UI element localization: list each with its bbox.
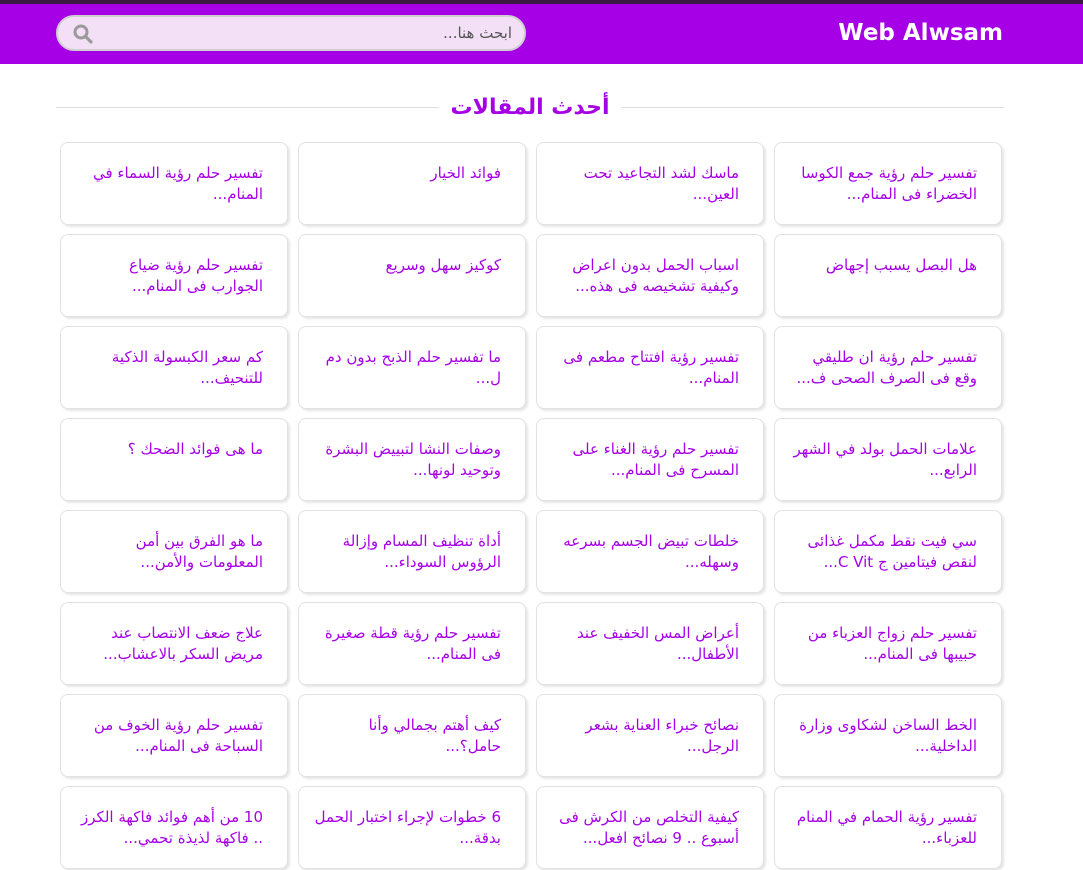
article-card[interactable] (774, 602, 1002, 685)
article-card[interactable] (774, 694, 1002, 777)
article-title-link[interactable]: سي فيت نقط مكمل غذائى لنقص فيتامين ج C Vit... (807, 532, 977, 571)
article-title-link[interactable]: ما تفسير حلم الذبح بدون دم ل... (325, 348, 501, 387)
article-title-link[interactable]: نصائح خبراء العناية بشعر الرجل... (585, 716, 739, 755)
article-title-link[interactable]: هل البصل يسبب إجهاض (825, 256, 977, 274)
article-title-link[interactable]: تفسير حلم رؤية ان طليقي وقع فى الصرف الصحى ف... (796, 348, 977, 387)
article-title-link[interactable]: تفسير حلم رؤية جمع الكوسا الخضراء فى المنام... (801, 164, 977, 203)
article-title-link[interactable]: أعراض المس الخفيف عند الأطفال... (577, 624, 739, 663)
article-card[interactable] (536, 602, 764, 685)
site-logo-text[interactable]: Web Alwsam (838, 20, 1003, 46)
article-card[interactable] (60, 602, 288, 685)
article-card[interactable] (298, 234, 526, 317)
heading-divider-left (56, 107, 444, 108)
article-title-link[interactable]: كيفية التخلص من الكرش فى أسبوع .. 9 نصائح افعل... (559, 808, 739, 847)
article-card[interactable] (60, 694, 288, 777)
article-title-link[interactable]: تفسير حلم رؤية السماء في المنام... (92, 164, 263, 203)
article-card[interactable] (60, 510, 288, 593)
article-card[interactable] (60, 786, 288, 869)
articles-grid (60, 142, 1002, 869)
article-title-link[interactable]: 6 خطوات لإجراء اختبار الحمل بدقة... (314, 808, 501, 847)
article-card[interactable] (536, 142, 764, 225)
article-title-link[interactable]: خلطات تبيض الجسم بسرعه وسهله... (563, 532, 739, 571)
search-bar (56, 15, 526, 51)
article-card[interactable] (774, 786, 1002, 869)
article-title-link[interactable]: 10 من أهم فوائد فاكهة الكرز .. فاكهة لذيذة تحمي... (81, 808, 263, 847)
article-card[interactable] (298, 418, 526, 501)
search-icon[interactable] (72, 23, 94, 45)
article-title-link[interactable]: الخط الساخن لشكاوى وزارة الداخلية... (799, 716, 977, 755)
article-card[interactable] (774, 326, 1002, 409)
article-title-link[interactable]: كيف أهتم بجمالي وأنا حامل؟... (368, 716, 501, 755)
article-title-link[interactable]: ما هى فوائد الضحك ؟ (127, 440, 263, 458)
article-card[interactable] (298, 326, 526, 409)
article-card[interactable] (774, 418, 1002, 501)
article-title-link[interactable]: وصفات النشا لتبييض البشرة وتوحيد لونها... (325, 440, 501, 479)
article-title-link[interactable]: ماسك لشد التجاعيد تحت العين... (583, 164, 739, 203)
article-title-link[interactable]: كم سعر الكبسولة الذكية للتنحيف... (111, 348, 263, 387)
article-title-link[interactable]: اسباب الحمل بدون اعراض وكيفية تشخيصه فى هذه... (572, 256, 739, 295)
article-card[interactable] (774, 142, 1002, 225)
article-card[interactable] (774, 234, 1002, 317)
article-card[interactable] (536, 234, 764, 317)
article-title-link[interactable]: تفسير حلم رؤية ضياع الجوارب فى المنام... (129, 256, 263, 295)
section-title: أحدث المقالات (438, 92, 621, 124)
article-card[interactable] (298, 694, 526, 777)
article-title-link[interactable]: أداة تنظيف المسام وإزالة الرؤوس السوداء... (342, 532, 501, 571)
article-card[interactable] (298, 142, 526, 225)
article-card[interactable] (60, 326, 288, 409)
article-card[interactable] (536, 418, 764, 501)
article-title-link[interactable]: فوائد الخيار (430, 164, 501, 182)
article-title-link[interactable]: كوكيز سهل وسريع (385, 256, 501, 274)
article-card[interactable] (536, 786, 764, 869)
article-card[interactable] (60, 418, 288, 501)
latest-articles-heading (56, 92, 1004, 124)
article-title-link[interactable]: ما هو الفرق بين أمن المعلومات والأمن... (135, 532, 263, 571)
article-title-link[interactable]: تفسير رؤية الحمام في المنام للعزباء... (796, 808, 977, 847)
article-title-link[interactable]: تفسير حلم رؤية قطة صغيرة فى المنام... (324, 624, 501, 663)
article-card[interactable] (60, 142, 288, 225)
search-input[interactable] (108, 17, 512, 49)
article-title-link[interactable]: تفسير رؤية افتتاح مطعم فى المنام... (563, 348, 739, 387)
article-card[interactable] (298, 510, 526, 593)
heading-divider-right (606, 107, 1004, 108)
article-card[interactable] (298, 786, 526, 869)
article-card[interactable] (60, 234, 288, 317)
article-title-link[interactable]: تفسير حلم رؤية الغناء على المسرح فى المنام... (572, 440, 739, 479)
article-title-link[interactable]: علاج ضعف الانتصاب عند مريض السكر بالاعشاب... (103, 624, 263, 663)
article-title-link[interactable]: علامات الحمل بولد في الشهر الرابع... (793, 440, 977, 479)
article-card[interactable] (536, 694, 764, 777)
article-title-link[interactable]: تفسير حلم زواج العزباء من حبيبها فى المنام... (807, 624, 977, 663)
article-card[interactable] (298, 602, 526, 685)
article-card[interactable] (536, 510, 764, 593)
article-card[interactable] (774, 510, 1002, 593)
site-header (0, 4, 1083, 64)
article-title-link[interactable]: تفسير حلم رؤية الخوف من السباحة فى المنام... (93, 716, 263, 755)
article-card[interactable] (536, 326, 764, 409)
